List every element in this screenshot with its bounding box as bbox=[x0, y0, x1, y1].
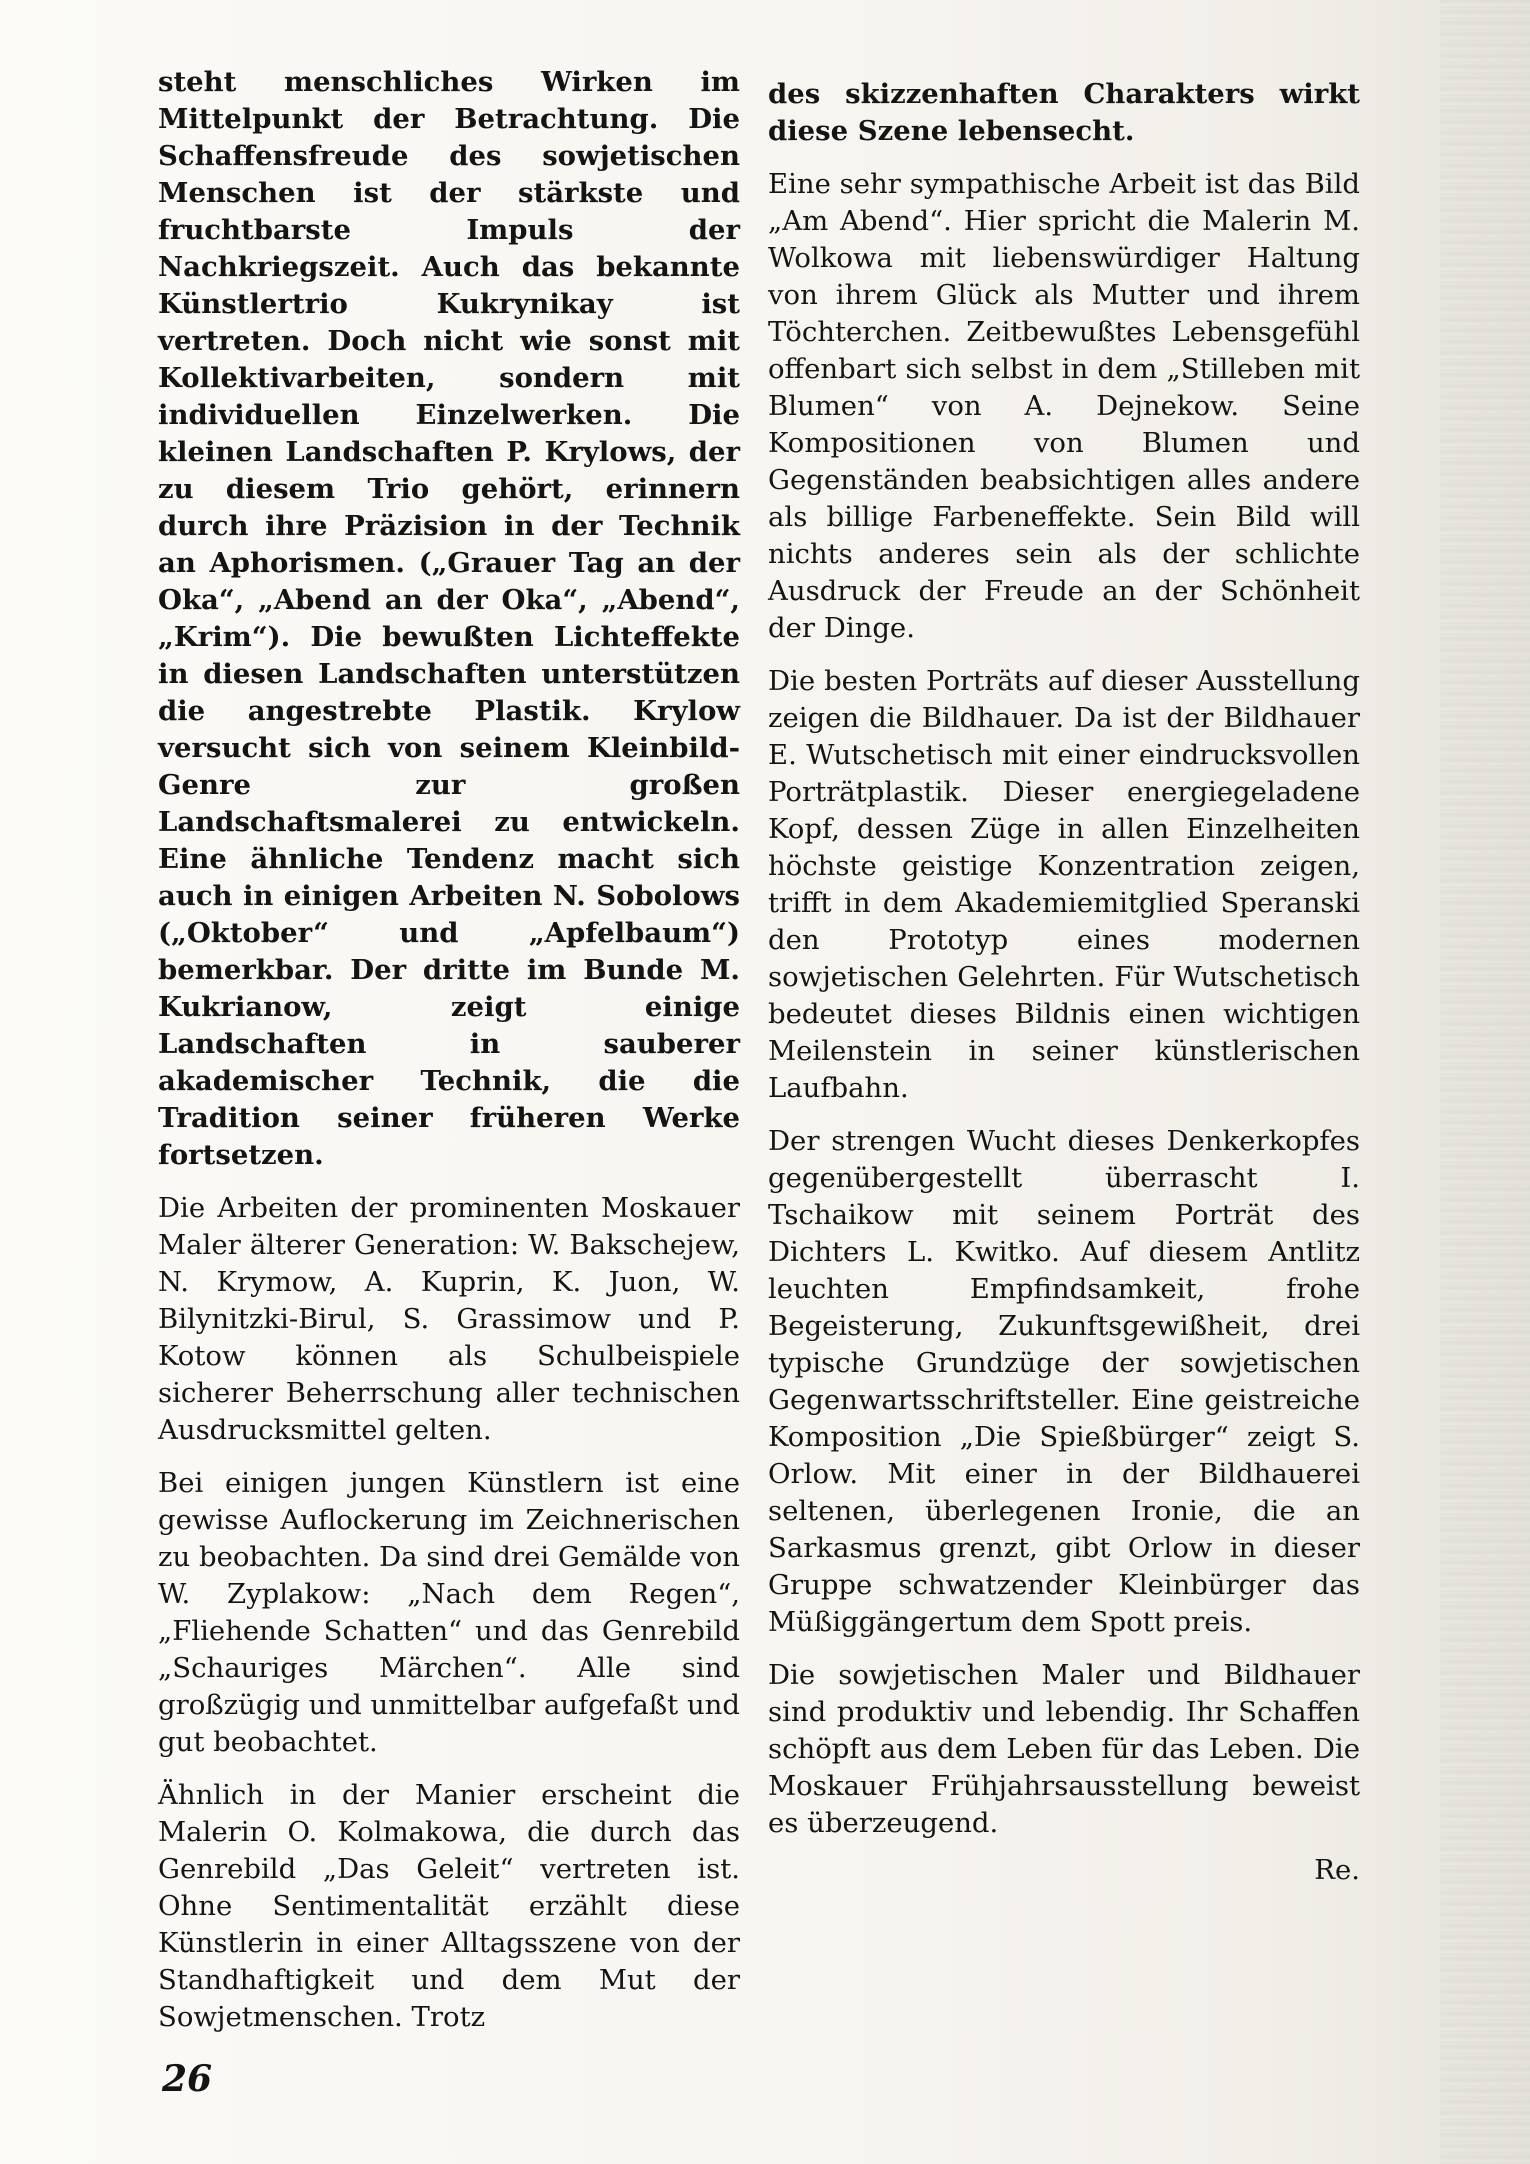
scan-edge-shadow bbox=[1440, 0, 1530, 2164]
right-column bbox=[768, 76, 1360, 1889]
paragraph-left-4: Ähnlich in der Manier erscheint die Malerin O. Kolmakowa, die durch das Genrebild „Das Geleit“ vertreten ist. Ohne Sentimentalität erzählt diese Künstlerin in einer Alltagsszene von der Standhaftigkeit und dem Mut der Sowjetmenschen. Trotz bbox=[158, 1779, 740, 2033]
paragraph-right-2: Eine sehr sympathische Arbeit ist das Bild „Am Abend“. Hier spricht die Malerin M. Wolkowa mit liebenswürdiger Haltung von ihrem Glück als Mutter und ihrem Töchterchen. Zeitbewußtes Lebensgefühl offenbart sich selbst in dem „Stilleben mit Blumen“ von A. Dejnekow. Seine Kompositionen von Blumen und Gegenständen beabsichtigen alles andere als billige Farbeneffekte. Sein Bild will nichts anderes sein als der schlichte Ausdruck der Freude an der Schönheit der Dinge. bbox=[768, 168, 1360, 644]
paragraph-right-5: Die sowjetischen Maler und Bildhauer sind produktiv und lebendig. Ihr Schaffen schöpft aus dem Leben für das Leben. Die Moskauer Frühjahrsausstellung beweist es überzeugend. bbox=[768, 1659, 1360, 1839]
paragraph-right-3: Die besten Porträts auf dieser Ausstellung zeigen die Bildhauer. Da ist der Bildhauer E. Wutschetisch mit einer eindrucksvollen Porträtplastik. Dieser energiegeladene Kopf, dessen Züge in allen Einzelheiten höchste geistige Konzentration zeigen, trifft in dem Akademiemitglied Speranski den Prototyp eines modernen sowjetischen Gelehrten. Für Wutschetisch bedeutet dieses Bildnis einen wichtigen Meilenstein in seiner künstlerischen Laufbahn. bbox=[768, 665, 1360, 1104]
author-signature: Re. bbox=[1314, 1854, 1360, 1886]
page-number: 26 bbox=[162, 2058, 213, 2100]
paragraph-left-1: steht menschliches Wirken im Mittelpunkt der Betrachtung. Die Schaffensfreude des sowjetischen Menschen ist der stärkste und fruchtbarste Impuls der Nachkriegszeit. Auch das bekannte Künstlertrio Kukrynikay ist vertreten. Doch nicht wie sonst mit Kollektivarbeiten, sondern mit individuellen Einzelwerken. Die kleinen Landschaften P. Krylows, der zu diesem Trio gehört, erinnern durch ihre Präzision in der Technik an Aphorismen. („Grauer Tag an der Oka“, „Abend an der Oka“, „Abend“, „Krim“). Die bewußten Lichteffekte in diesen Landschaften unterstützen die angestrebte Plastik. Krylow versucht sich von seinem Kleinbild-Genre zur großen Landschaftsmalerei zu entwickeln. Eine ähnliche Tendenz macht sich auch in einigen Arbeiten N. Sobolows („Oktober“ und „Apfelbaum“) bemerkbar. Der dritte im Bunde M. Kukrianow, zeigt einige Landschaften in sauberer akademischer Technik, die die Tradition seiner früheren Werke fortsetzen. bbox=[158, 66, 740, 1171]
left-column bbox=[158, 64, 740, 2052]
paragraph-right-1: des skizzenhaften Charakters wirkt diese Szene lebensecht. bbox=[768, 78, 1360, 147]
paragraph-right-4: Der strengen Wucht dieses Denkerkopfes gegenübergestellt überrascht I. Tschaikow mit seinem Porträt des Dichters L. Kwitko. Auf diesem Antlitz leuchten Empfindsamkeit, frohe Begeisterung, Zukunftsgewißheit, drei typische Grundzüge der sowjetischen Gegenwartsschriftsteller. Eine geistreiche Komposition „Die Spießbürger“ zeigt S. Orlow. Mit einer in der Bildhauerei seltenen, überlegenen Ironie, die an Sarkasmus grenzt, gibt Orlow in dieser Gruppe schwatzender Kleinbürger das Müßiggängertum dem Spott preis. bbox=[768, 1125, 1360, 1638]
paragraph-left-2: Die Arbeiten der prominenten Moskauer Maler älterer Generation: W. Bakschejew, N. Krymow, A. Kuprin, K. Juon, W. Bilynitzki-Birul, S. Grassimow und P. Kotow können als Schulbeispiele sicherer Beherrschung aller technischen Ausdrucksmittel gelten. bbox=[158, 1192, 740, 1446]
paragraph-left-3: Bei einigen jungen Künstlern ist eine gewisse Auflockerung im Zeichnerischen zu beobachten. Da sind drei Gemälde von W. Zyplakow: „Nach dem Regen“, „Fliehende Schatten“ und das Genrebild „Schauriges Märchen“. Alle sind großzügig und unmittelbar aufgefaßt und gut beobachtet. bbox=[158, 1467, 740, 1758]
